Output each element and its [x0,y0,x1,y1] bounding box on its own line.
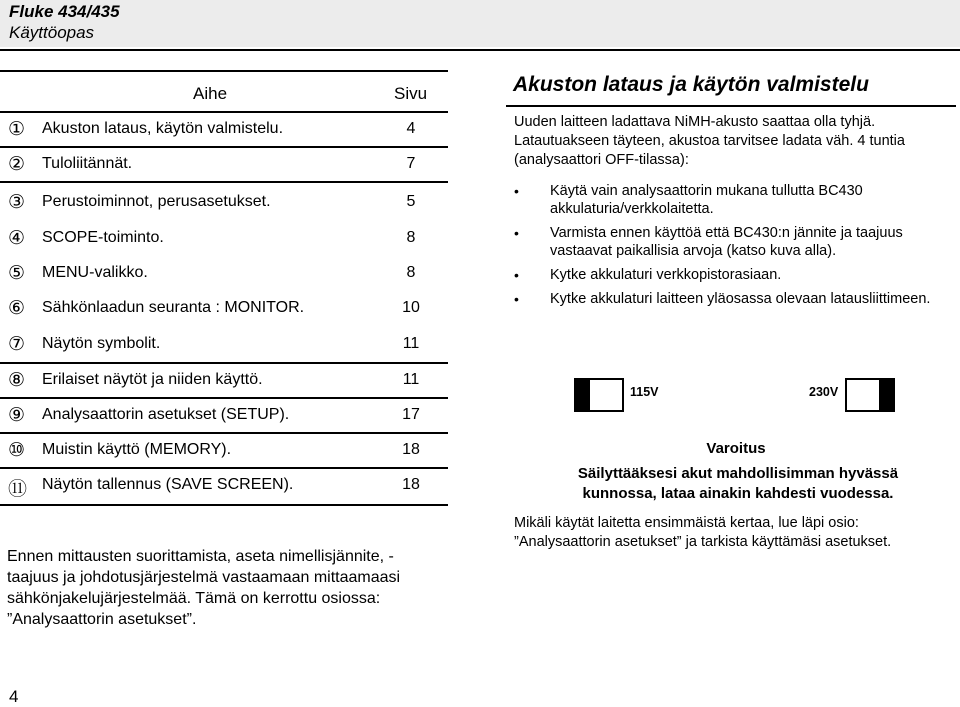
page-column-header: Sivu [394,84,428,103]
list-item [514,224,954,260]
row-label: SCOPE-toiminto. [42,229,164,246]
row-label: MENU-valikko. [42,264,148,281]
list-item [514,290,954,308]
list-item [514,182,954,218]
row-number: ⑪ [8,479,28,500]
row-label: Muistin käyttö (MEMORY). [42,441,232,458]
subject-column-header: Aihe [193,84,228,103]
switch-slider-icon [576,380,590,410]
row-page: 4 [406,120,416,137]
document-title: Fluke 434/435 [9,2,120,21]
list-item-text: Varmista ennen käyttöä että BC430:n jännite ja taajuus vastaavat paikallisia arvoja (katso kuva alla). [550,225,903,259]
table-row [0,364,448,397]
row-page: 5 [406,193,416,210]
voltage-label-115v: 115V [630,385,659,399]
bullet-icon: • [514,291,519,307]
row-page: 8 [406,264,416,281]
row-page: 18 [402,441,420,458]
row-label: Näytön tallennus (SAVE SCREEN). [42,476,294,493]
header-band [0,0,960,47]
warning-text: Mikäli käytät laitetta ensimmäistä kertaa, lue läpi osio: ”Analysaattorin asetukset” ja tarkista käyttämäsi asetukset. [514,515,892,550]
row-page: 18 [402,476,420,493]
section-intro: Uuden laitteen ladattava NiMH-akusto saattaa olla tyhjä. Latautuakseen täyteen, akustoa tarvitsee ladata väh. 4 tuntia (analysaattori OFF-tilassa): [514,114,905,168]
row-label: Akuston lataus, käytön valmistelu. [42,120,284,137]
row-number: ⑤ [8,263,26,284]
table-row [0,113,448,146]
page-number: 4 [9,687,19,706]
voltage-label-230v: 230V [809,385,839,399]
table-row [0,292,448,325]
header-divider [0,49,960,51]
warning-bold-text: Säilyttääksesi akut mahdollisimman hyvässä kunnossa, lataa ainakin kahdesti vuodessa. [577,465,899,502]
row-number: ⑥ [8,298,26,319]
list-item [514,266,954,284]
row-page: 11 [402,371,420,388]
row-label: Sähkönlaadun seuranta : MONITOR. [42,299,305,316]
row-page: 11 [402,335,420,352]
table-row [0,222,448,255]
instruction-list [514,182,954,314]
switch-slider-icon [879,380,893,410]
section-title: Akuston lataus ja käytön valmistelu [513,73,869,96]
row-number: ⑩ [8,440,26,461]
row-number: ⑧ [8,370,26,391]
row-page: 17 [402,406,420,423]
table-row [0,399,448,432]
table-row [0,257,448,290]
table-row [0,434,448,467]
table-row [0,328,448,361]
list-item-text: Käytä vain analysaattorin mukana tullutta BC430 akkulaturia/verkkolaitetta. [550,183,863,217]
bullet-icon: • [514,225,519,241]
row-page: 10 [402,299,420,316]
row-label: Perustoiminnot, perusasetukset. [42,193,271,210]
bullet-icon: • [514,183,519,199]
row-page: 8 [406,229,416,246]
list-item-text: Kytke akkulaturi laitteen yläosassa olevaan latausliittimeen. [550,291,931,307]
table-top-rule [0,70,448,72]
list-item-text: Kytke akkulaturi verkkopistorasiaan. [550,267,782,283]
row-page: 7 [406,155,416,172]
voltage-switch-230v-graphic [845,378,895,412]
row-number: ⑨ [8,405,26,426]
bullet-icon: • [514,267,519,283]
table-row [0,469,448,502]
voltage-switch-115v-graphic [574,378,624,412]
row-label: Analysaattorin asetukset (SETUP). [42,406,290,423]
row-number: ③ [8,192,26,213]
table-bottom-rule [0,504,448,506]
row-number: ⑦ [8,334,26,355]
section-divider [506,105,956,107]
row-label: Tuloliitännät. [42,155,133,172]
warning-title: Varoitus [706,440,766,457]
setup-note: Ennen mittausten suorittamista, aseta nimellisjännite, -taajuus ja johdotusjärjestelmä vastaamaan mittaamaasi sähkönjakelujärjestelmää. Tämä on kerrottu osiossa: ”Analysaattorin asetukset”. [7,548,401,628]
table-row [0,148,448,181]
row-number: ② [8,154,26,175]
document-subtitle: Käyttöopas [9,23,95,42]
row-number: ① [8,119,26,140]
row-divider [0,181,448,183]
table-row [0,186,448,219]
row-label: Erilaiset näytöt ja niiden käyttö. [42,371,263,388]
row-label: Näytön symbolit. [42,335,161,352]
row-number: ④ [8,228,26,249]
